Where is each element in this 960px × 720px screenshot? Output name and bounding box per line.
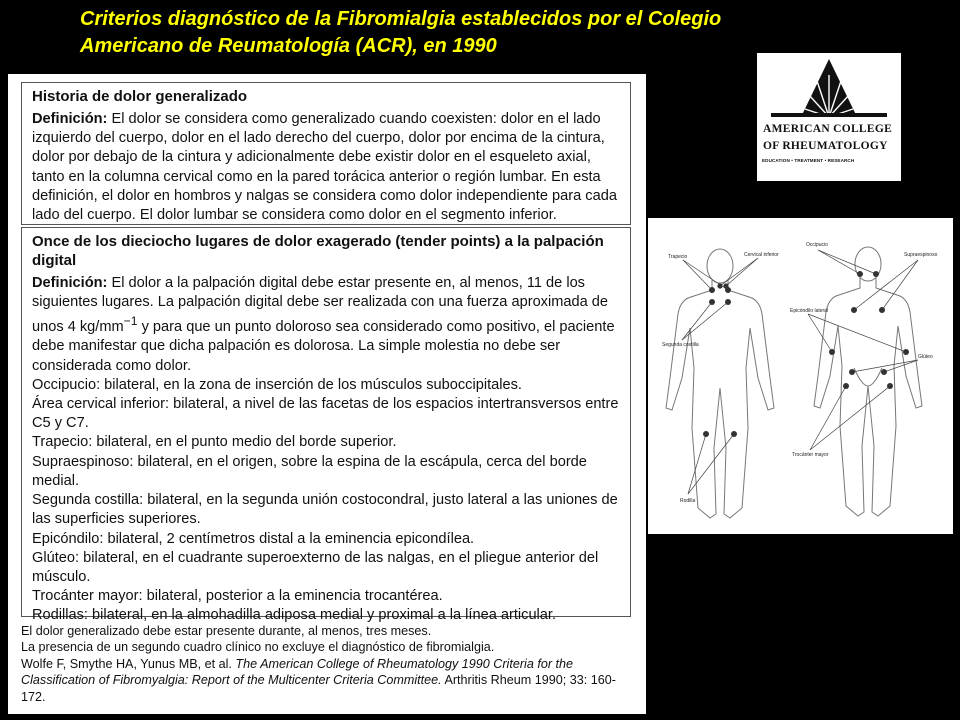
label-trocanter: Trocánter mayor — [792, 452, 829, 458]
slide-title-line2: Americano de Reumatología (ACR), en 1990 — [80, 35, 497, 57]
section2-superscript: −1 — [123, 314, 138, 329]
label-cervical-inferior: Cervical inferior — [744, 252, 779, 258]
body-diagram — [648, 218, 953, 534]
tender-point-item: Trapecio: bilateral, en el punto medio del borde superior. — [32, 434, 397, 451]
tender-point-item: Segunda costilla: bilateral, en la segunda unión costocondral, justo lateral a las uniones de las superficies superiores. — [32, 492, 618, 528]
acr-logo-emblem — [757, 53, 901, 123]
logo-line3: EDUCATION • TREATMENT • RESEARCH — [762, 158, 855, 163]
tender-point-item: Occipucio: bilateral, en la zona de inserción de los músculos suboccipitales. — [32, 376, 522, 393]
footnotes — [21, 623, 635, 705]
section1-definition — [32, 110, 624, 225]
label-trapecio: Trapecio — [668, 254, 688, 260]
slide-title — [80, 6, 880, 60]
logo-line2: OF RHEUMATOLOGY — [763, 140, 888, 152]
footnote-line2: La presencia de un segundo cuadro clínico no excluye el diagnóstico de fibromialgia. — [21, 640, 495, 655]
footnote-line1: El dolor generalizado debe estar presente durante, al menos, tres meses. — [21, 624, 432, 638]
label-epicondilo: Epicóndilo lateral — [790, 308, 829, 314]
footnote-reference — [21, 656, 635, 705]
reference-authors: Wolfe F, Smythe HA, Yunus MB, et al. — [21, 656, 236, 671]
tender-point-item: Glúteo: bilateral, en el cuadrante superoexterno de las nalgas, en el pliegue anterior del músculo. — [32, 549, 599, 585]
label-supraespinoso: Supraespinoso — [904, 252, 938, 258]
tender-point-item: Área cervical inferior: bilateral, a nivel de las facetas de los espacios intertransversos entre C5 y C7. — [32, 396, 619, 432]
criteria-document — [8, 74, 646, 714]
label-segunda-costilla: Segunda costilla — [662, 342, 699, 348]
section1-label: Definición: — [32, 111, 108, 127]
section2-heading: Once de los dieciocho lugares de dolor exagerado (tender points) a la palpación digital — [32, 233, 604, 269]
section2-text-after: y para que un punto doloroso sea considerado como positivo, el paciente debe manifestar que dicha palpación es dolorosa. La simple molestia no debe ser considerada como dolor. — [32, 319, 615, 374]
reference-title: The American College of Rheumatology 1990 Criteria for the Classification of Fibromyalgia: Report of the Multicenter Criteria Committee. — [21, 656, 574, 688]
section2-definition — [32, 274, 624, 376]
label-rodilla: Rodilla — [680, 498, 696, 504]
tender-point-item: Trocánter mayor: bilateral, posterior a la eminencia trocantérea. — [32, 588, 443, 605]
tender-point-item: Epicóndilo: bilateral, 2 centímetros distal a la eminencia epicondílea. — [32, 530, 475, 547]
section-generalized-pain — [21, 82, 631, 225]
tender-point-item: Rodillas: bilateral, en la almohadilla adiposa medial y proximal a la línea articular. — [32, 607, 557, 624]
logo-line1: AMERICAN COLLEGE — [763, 123, 893, 135]
tender-points-figure — [648, 218, 953, 534]
section1-text: El dolor se considera como generalizado cuando coexisten: dolor en el lado izquierdo del cuerpo, dolor en el lado derecho del cuerpo, dolor por encima de la cintura, dolor por debajo de la cintura y adicionalmente debe existir dolor en el esqueleto axial, tanto en la columna cervical como en la pared torácica anterior o región lumbar. En esta definición, el dolor en hombros y nalgas se considera como dolor independiente para cada lado del cuerpo. El dolor lumbar se considera como dolor en el segmento inferior. — [32, 111, 617, 224]
section1-heading: Historia de dolor generalizado — [32, 88, 248, 105]
acr-logo — [757, 53, 901, 181]
reference-source: Arthritis Rheum 1990; 33: 160-172. — [21, 673, 616, 704]
section2-label: Definición: — [32, 275, 108, 291]
section-tender-points — [21, 227, 631, 624]
section2-text-before: El dolor a la palpación digital debe estar presente en, al menos, 11 de los siguientes lugares. La palpación digital debe ser realizada con una fuerza aproximada de unos 4 kg/mm — [32, 275, 609, 336]
label-gluteo: Glúteo — [918, 354, 933, 360]
slide-title-line1: Criterios diagnóstico de la Fibromialgia establecidos por el Colegio — [80, 8, 722, 30]
tender-point-item: Supraespinoso: bilateral, en el origen, sobre la espina de la escápula, cerca del borde medial. — [32, 453, 587, 489]
label-occipucio: Occipucio — [806, 242, 828, 248]
